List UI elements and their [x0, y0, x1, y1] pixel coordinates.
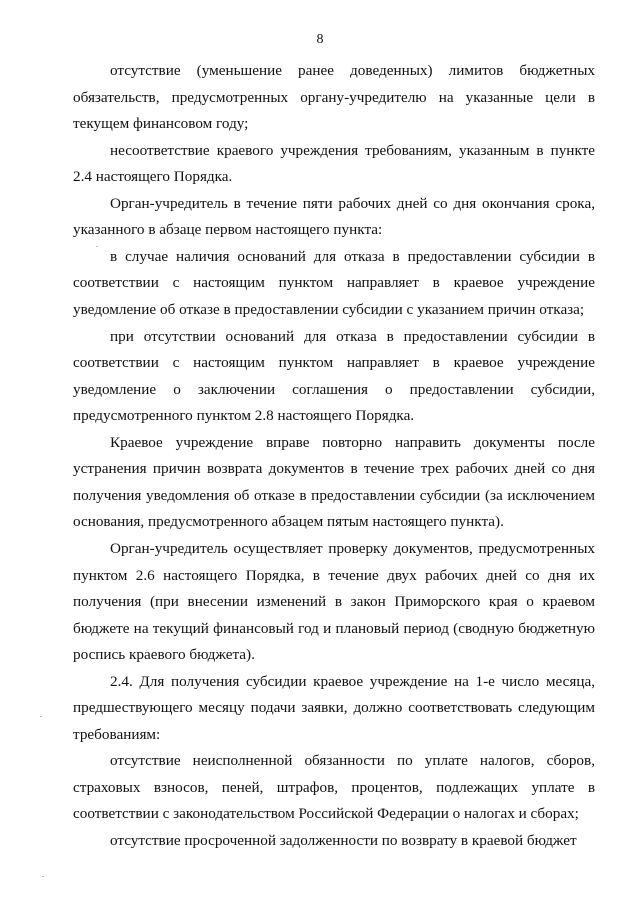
scan-speck: [96, 246, 98, 247]
text-line: при отсутствии оснований для отказа в предоставлении субсидии в: [110, 327, 595, 345]
text-line: отсутствие просроченной задолженности по возврату в краевой бюджет: [110, 832, 577, 849]
text-line: уведомление о заключении соглашения о предоставлении субсидии,: [73, 380, 595, 398]
text-line: соответствии с настоящим пунктом направляет в краевое учреждение: [73, 354, 595, 372]
text-line: уведомление об отказе в предоставлении субсидии с указанием причин отказа;: [73, 301, 585, 318]
text-line: страховых взносов, пеней, штрафов, процентов, подлежащих уплате в: [73, 778, 595, 796]
text-line: отсутствие (уменьшение ранее доведенных) лимитов бюджетных: [110, 62, 595, 79]
text-line: Орган-учредитель осуществляет проверку документов, предусмотренных: [110, 539, 595, 557]
text-line: требованиям:: [73, 725, 161, 743]
text-line: получения (при внесении изменений в закон Приморского края о краевом: [73, 593, 595, 610]
text-line: обязательств, предусмотренных органу-учредителю на указанные цели в: [73, 88, 595, 106]
text-line: указанного в абзаце первом настоящего пункта:: [73, 221, 383, 239]
text-line: предусмотренного пунктом 2.8 настоящего Порядка.: [73, 407, 415, 425]
text-line: Орган-учредитель в течение пяти рабочих дней со дня окончания срока,: [110, 194, 595, 212]
scan-speck: [42, 876, 44, 877]
text-line: текущем финансовом году;: [73, 115, 249, 133]
text-line: Краевое учреждение вправе повторно направить документы после: [110, 433, 595, 451]
text-line: в случае наличия оснований для отказа в предоставлении субсидии в: [110, 247, 595, 265]
text-line: несоответствие краевого учреждения требованиям, указанным в пункте: [110, 141, 595, 159]
scan-speck: [40, 716, 42, 717]
text-line: роспись краевого бюджета).: [73, 646, 255, 664]
page-number: 8: [316, 32, 324, 47]
text-line: отсутствие неисполненной обязанности по уплате налогов, сборов,: [110, 752, 595, 770]
text-line: соответствии с законодательством Российской Федерации о налогах и сборах;: [73, 805, 579, 823]
text-line: 2.4 настоящего Порядка.: [73, 168, 233, 186]
text-line: соответствии с настоящим пунктом направляет в краевое учреждение: [73, 274, 595, 292]
text-line: пунктом 2.6 настоящего Порядка, в течение двух рабочих дней со дня их: [73, 566, 595, 584]
text-line: получения уведомления об отказе в предоставлении субсидии (за исключением: [73, 486, 595, 504]
text-line: основания, предусмотренного абзацем пятым настоящего пункта).: [73, 513, 504, 531]
text-line: устранения причин возврата документов в течение трех рабочих дней со дня: [73, 460, 595, 478]
text-line: бюджете на текущий финансовый год и плановый период (сводную бюджетную: [73, 619, 595, 637]
text-line: 2.4. Для получения субсидии краевое учреждение на 1-е число месяца,: [110, 672, 595, 690]
text-line: предшествующего месяцу подачи заявки, должно соответствовать следующим: [73, 699, 595, 717]
